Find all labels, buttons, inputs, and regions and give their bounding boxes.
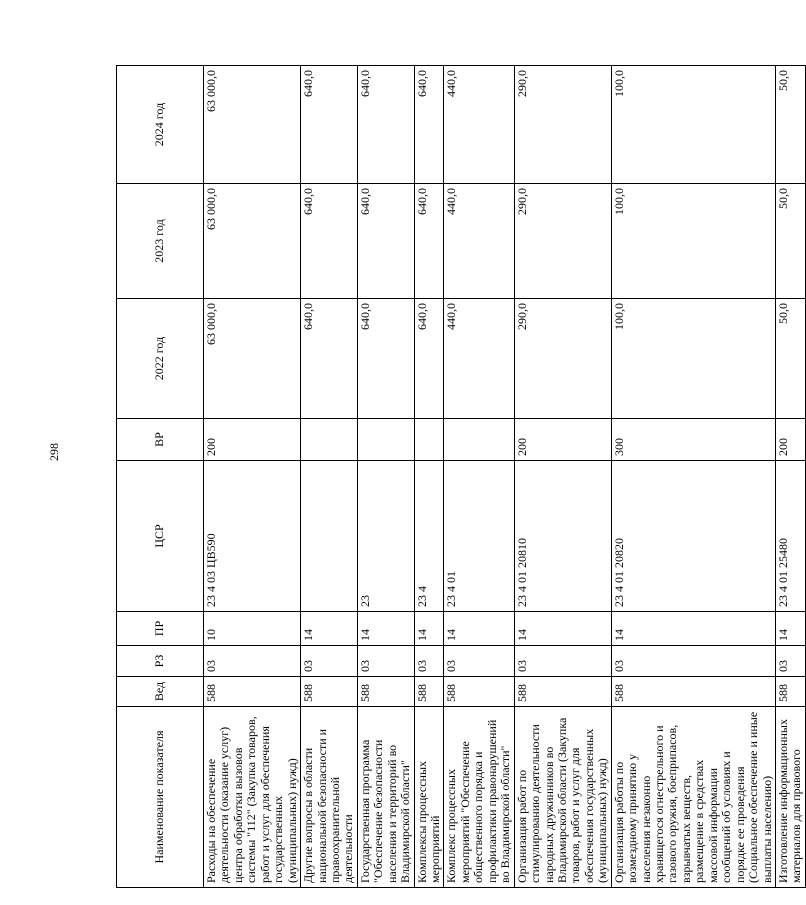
- row-pr: 14: [611, 612, 775, 646]
- row-name: Изготовление информационных материалов для правового: [775, 707, 805, 888]
- table-body: [204, 66, 806, 888]
- row-rz: 03: [414, 646, 444, 677]
- row-2023: 640,0: [357, 184, 414, 299]
- table-header: [117, 66, 204, 888]
- row-2023: 440,0: [444, 184, 514, 299]
- header-pr: ПР: [117, 612, 204, 646]
- row-2024: 440,0: [444, 66, 514, 184]
- row-ved: 588: [414, 677, 444, 707]
- row-csr: [301, 461, 358, 612]
- row-vr: 200: [514, 419, 611, 461]
- row-vr: 200: [204, 419, 301, 461]
- table-row: [775, 66, 805, 888]
- row-name: Организация работ по стимулированию деятельности народных дружинников во Владимирской области (Закупка товаров, работ и услуг для обеспечения государственных (муниципальных) нужд): [514, 707, 611, 888]
- row-2024: 63 000,0: [204, 66, 301, 184]
- header-rz: РЗ: [117, 646, 204, 677]
- row-2022: 100,0: [611, 299, 775, 419]
- row-ved: 588: [204, 677, 301, 707]
- header-2024: 2024 год: [117, 66, 204, 184]
- row-2023: 63 000,0: [204, 184, 301, 299]
- row-rz: 03: [204, 646, 301, 677]
- row-csr: 23: [357, 461, 414, 612]
- row-rz: 03: [775, 646, 805, 677]
- row-vr: 200: [775, 419, 805, 461]
- page-number: 298: [47, 443, 61, 461]
- row-pr: 14: [414, 612, 444, 646]
- row-2022: 63 000,0: [204, 299, 301, 419]
- table-row: [414, 66, 444, 888]
- header-2023: 2023 год: [117, 184, 204, 299]
- row-name: Государственная программа "Обеспечение безопасности населения и территорий во Владимирской области": [357, 707, 414, 888]
- table-row: [611, 66, 775, 888]
- row-2022: 50,0: [775, 299, 805, 419]
- row-ved: 588: [301, 677, 358, 707]
- rotated-table-container: [116, 66, 804, 888]
- row-2024: 100,0: [611, 66, 775, 184]
- header-vr: ВР: [117, 419, 204, 461]
- row-2022: 440,0: [444, 299, 514, 419]
- row-ved: 588: [775, 677, 805, 707]
- header-row: [117, 66, 204, 888]
- row-vr: [444, 419, 514, 461]
- row-rz: 03: [611, 646, 775, 677]
- header-name: Наименование показателя: [117, 707, 204, 888]
- row-2023: 100,0: [611, 184, 775, 299]
- row-pr: 14: [301, 612, 358, 646]
- table-row: [357, 66, 414, 888]
- row-2024: 640,0: [301, 66, 358, 184]
- row-name: Комплексы процессных мероприятий: [414, 707, 444, 888]
- row-2022: 640,0: [301, 299, 358, 419]
- row-2024: 50,0: [775, 66, 805, 184]
- row-csr: 23 4: [414, 461, 444, 612]
- row-pr: 14: [775, 612, 805, 646]
- row-name: Комплекс процессных мероприятий "Обеспечение общественного порядка и профилактики правонарушений во Владимирской области": [444, 707, 514, 888]
- row-ved: 588: [357, 677, 414, 707]
- row-2024: 640,0: [357, 66, 414, 184]
- header-csr: ЦСР: [117, 461, 204, 612]
- row-2024: 290,0: [514, 66, 611, 184]
- row-csr: 23 4 01 20810: [514, 461, 611, 612]
- row-csr: 23 4 01: [444, 461, 514, 612]
- row-2022: 640,0: [414, 299, 444, 419]
- header-2022: 2022 год: [117, 299, 204, 419]
- row-2023: 640,0: [301, 184, 358, 299]
- table-row: [514, 66, 611, 888]
- row-2022: 290,0: [514, 299, 611, 419]
- row-vr: [301, 419, 358, 461]
- row-name: Другие вопросы в области национальной безопасности и правоохранительной деятельности: [301, 707, 358, 888]
- row-ved: 588: [514, 677, 611, 707]
- row-vr: 300: [611, 419, 775, 461]
- row-name: Расходы на обеспечение деятельности (оказание услуг) центра обработки вызовов системы "112" (Закупка товаров, работ и услуг для обеспечения государственных (муниципальных) нужд): [204, 707, 301, 888]
- row-rz: 03: [514, 646, 611, 677]
- budget-table: [116, 65, 806, 888]
- row-pr: 14: [357, 612, 414, 646]
- table-row: [204, 66, 301, 888]
- row-rz: 03: [357, 646, 414, 677]
- row-2022: 640,0: [357, 299, 414, 419]
- row-rz: 03: [301, 646, 358, 677]
- row-vr: [357, 419, 414, 461]
- row-ved: 588: [444, 677, 514, 707]
- row-ved: 588: [611, 677, 775, 707]
- row-csr: 23 4 01 20820: [611, 461, 775, 612]
- row-csr: 23 4 03 ЦВ590: [204, 461, 301, 612]
- row-vr: [414, 419, 444, 461]
- table-row: [301, 66, 358, 888]
- row-csr: 23 4 01 25480: [775, 461, 805, 612]
- row-rz: 03: [444, 646, 514, 677]
- row-2023: 290,0: [514, 184, 611, 299]
- table-row: [444, 66, 514, 888]
- row-pr: 10: [204, 612, 301, 646]
- row-2023: 640,0: [414, 184, 444, 299]
- row-pr: 14: [444, 612, 514, 646]
- row-2023: 50,0: [775, 184, 805, 299]
- row-pr: 14: [514, 612, 611, 646]
- row-2024: 640,0: [414, 66, 444, 184]
- header-ved: Вед: [117, 677, 204, 707]
- row-name: Организация работы по возмездному принятию у населения незаконно хранящегося огнестрельного и газового оружия, боеприпасов, взрывчатых веществ, размещение в средствах массовой информации сообщений об условиях и порядке ее проведения (Социальное обеспечение и иные выплаты населению): [611, 707, 775, 888]
